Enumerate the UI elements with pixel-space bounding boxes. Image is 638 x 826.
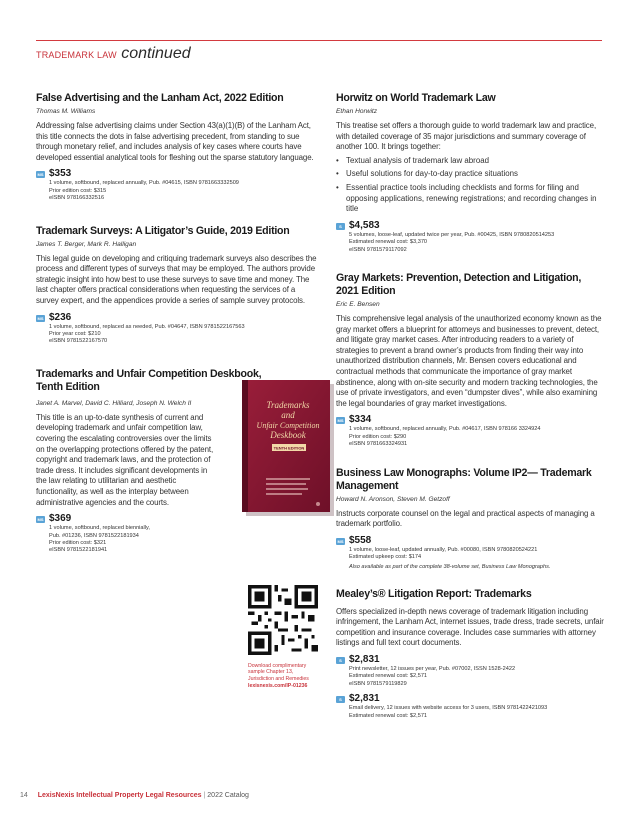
feature-list (336, 156, 604, 215)
product-entry (36, 92, 318, 203)
product-authors: Janet A. Marvel, David C. Hilliard, Joseph N. Welch II (36, 399, 192, 407)
product-detail: 1 volume, softbound, replaced annually, Pub. #04617, ISBN 978166 3324924 (349, 426, 541, 433)
qr-block (248, 585, 318, 689)
product-eisbn: eISBN 9781522181941 (49, 547, 108, 554)
product-title-line: Trademarks and Unfair Competition Deskbook, (36, 367, 262, 380)
product-detail: Email delivery, 12 issues with website access for 3 users, ISBN 9781422421093 (349, 705, 548, 712)
price-block (336, 654, 604, 688)
qr-caption-line: Download complimentary (248, 662, 307, 669)
product-price: $2,831 (349, 693, 380, 705)
price-block (36, 312, 318, 346)
media-badge: MS (337, 418, 344, 424)
footer-brand: LexisNexis Intellectual Property Legal Resources (37, 792, 202, 799)
product-detail: 1 volume, loose-leaf, updated annually, Pub. #00080, ISBN 9780820524221 (349, 546, 538, 553)
page-footer (20, 792, 249, 799)
product-description: This legal guide on developing and critiquing trademark surveys also describes the process and different types of surveys that may be employed. The authors provide strategic insight into how best to use these surveys to save time and money. The last chapter offers practical considerations when requesting the services of a survey expert, and the appendices provide a series of sample survey protocols. (36, 253, 317, 305)
media-badge: MS (37, 517, 44, 523)
product-title[interactable]: Business Law Monographs: Volume IP2— Trademark Management (336, 466, 592, 492)
product-price: $353 (49, 168, 72, 180)
product-eisbn: eISBN 978166332516 (49, 195, 105, 202)
product-prior-cost: Prior edition cost: $315 (49, 187, 107, 194)
section-header (36, 40, 602, 63)
sample-chapter-link[interactable]: lexisnexis.com/IP-01236 (248, 682, 308, 689)
price-block (36, 513, 318, 555)
product-description: This comprehensive legal analysis of the unauthorized economy known as the gray market offers a blueprint for attorneys and businesses to prevent, detect, and litigate gray market cases. After introducing readers to a variety of strategies to prevent a brand owner’s products from finding their way into unauthorized distribution channels, Mr. Bensen covers educational and contractual methods that communicate the importance of gray market abstinence, along with on-site security and modern tracking technologies, the use of private investigators, and even “dumpster dives”, while also examining the legal boundaries of gray market investigations. (336, 313, 602, 408)
feature-item: • Textual analysis of trademark law abroad (336, 156, 604, 167)
product-entry (336, 588, 604, 720)
media-badge: S (336, 657, 345, 664)
product-description: Addressing false advertising claims under Section 43(a)(1)(B) of the Lanham Act, this title connects the dots in false advertising precedent, from standing to sue through monetary relief, and includes analysis of key cases where courts have developed essential analytical tools for fleshing out the sparse statutory language. (36, 121, 314, 162)
cover-title-3: Unfair Competition (256, 420, 320, 430)
cover-title-1: Trademarks (266, 399, 310, 410)
product-price: $4,583 (349, 219, 380, 231)
product-title[interactable]: Trademark Surveys: A Litigator’s Guide, 2019 Edition (36, 224, 290, 237)
book-cover-image (236, 378, 340, 518)
product-entry (36, 225, 318, 346)
product-price: $369 (49, 513, 72, 525)
cover-title-4: Deskbook (270, 429, 306, 440)
product-entry (336, 467, 604, 570)
right-column (336, 92, 604, 734)
price-block (336, 414, 604, 448)
product-entry (36, 367, 320, 689)
page-number: 14 (20, 792, 28, 799)
product-price: $558 (349, 534, 372, 546)
feature-item: • Useful solutions for day-to-day practice situations (336, 169, 604, 180)
product-note: Also available as part of the complete 38-volume set, Business Law Monographs. (349, 563, 551, 570)
qr-caption (248, 663, 318, 689)
qr-caption-line: Jurisdiction and Remedies (248, 675, 309, 682)
qr-code-icon[interactable] (248, 585, 318, 655)
product-title[interactable]: False Advertising and the Lanham Act, 2022 Edition (36, 92, 284, 104)
media-badge: S (336, 696, 345, 703)
left-column (36, 92, 320, 689)
media-badge: MS (37, 315, 44, 321)
product-description: Offers specialized in-depth news coverage of trademark litigation including infringement, the Lanham Act, internet issues, trade dress, trade secrets, unfair competition and insurance coverage. Includes case summaries with attorney listings and full text court documents. (336, 606, 604, 648)
product-detail: Print newsletter, 12 issues per year, Pub. #07002, ISSN 1528-2422 (349, 665, 516, 672)
footer-catalog: 2022 Catalog (207, 792, 249, 799)
product-renewal-cost: Estimated renewal cost: $2,571 (349, 673, 428, 680)
product-entry (336, 272, 604, 449)
media-badge: S (336, 223, 345, 230)
product-eisbn: eISBN 9781579119829 (349, 680, 407, 687)
product-title[interactable]: Horwitz on World Trademark Law (336, 92, 496, 104)
product-detail: 5 volumes, loose-leaf, updated twice per year, Pub. #00425, ISBN 9780820514253 (349, 231, 555, 238)
product-description: This title is an up-to-date synthesis of current and developing trademark and unfair competition law, covering the escalating controversies over the limits on the overlapping protections offered by the patent, copyright and trademark laws, and the protection of trade dress. It includes significant developments in the law relating to utilitarian and aesthetic functionality, as well as the interplay between administrative agencies and the courts. (36, 412, 214, 507)
product-eisbn: eISBN 9781522167570 (49, 338, 108, 345)
price-block (336, 220, 604, 254)
product-description: This treatise set offers a thorough guide to world trademark law and practice, with detailed coverage of 35 major jurisdictions and summary coverage of another 100. It brings together: (336, 121, 597, 152)
product-authors: James T. Berger, Mark R. Halligan (36, 240, 137, 248)
product-entry (336, 92, 604, 254)
feature-item: • Essential practice tools including checklists and forms for filing and opposing applications, renewing registrations; and recording changes in title (336, 183, 604, 215)
product-authors: Howard N. Aronson, Steven M. Getzoff (336, 495, 450, 503)
product-prior-cost: Prior year cost: $210 (49, 330, 101, 337)
product-price: $236 (49, 311, 72, 323)
product-eisbn: eISBN 9781663324931 (349, 441, 408, 448)
cover-edition: TENTH EDITION (273, 445, 305, 451)
product-description: Instructs corporate counsel on the legal and practical aspects of managing a trademark portfolio. (336, 508, 595, 529)
price-block (36, 168, 318, 202)
product-prior-cost: Prior edition cost: $290 (349, 433, 407, 440)
product-price: $2,831 (349, 653, 380, 665)
product-upkeep-cost: Estimated upkeep cost: $174 (349, 554, 422, 561)
product-eisbn: eISBN 9781579117092 (349, 246, 407, 253)
product-detail: 1 volume, softbound, replaced annually, Pub. #04615, ISBN 9781663332509 (49, 180, 239, 187)
section-title: TRADEMARK LAW (36, 50, 117, 60)
product-detail: 1 volume, softbound, replaced biennially, (49, 525, 150, 532)
qr-caption-line: sample Chapter 13, (248, 669, 294, 676)
footer-separator: | (203, 792, 206, 799)
product-renewal-cost: Estimated renewal cost: $3,370 (349, 239, 428, 246)
product-price: $334 (349, 414, 372, 426)
product-pub-isbn: Pub. #01236, ISBN 9781522181934 (49, 532, 139, 539)
product-title-line: Tenth Edition (36, 380, 100, 393)
media-badge: MS (337, 538, 344, 544)
product-title[interactable]: Mealey’s® Litigation Report: Trademarks (336, 587, 532, 600)
product-prior-cost: Prior edition cost: $321 (49, 539, 107, 546)
product-detail: 1 volume, softbound, replaced as needed, Pub. #04647, ISBN 9781522167563 (49, 323, 245, 330)
product-authors: Thomas M. Williams (36, 108, 96, 115)
product-authors: Eric E. Bensen (336, 300, 380, 308)
product-renewal-cost: Estimated renewal cost: $2,571 (349, 712, 428, 719)
media-badge: MS (37, 172, 44, 178)
cover-title-2: and (281, 409, 295, 420)
product-authors: Ethan Horwitz (336, 108, 378, 115)
product-title[interactable]: Gray Markets: Prevention, Detection and Litigation, 2021 Edition (336, 271, 582, 297)
price-block (336, 693, 604, 720)
section-qualifier: continued (121, 45, 191, 62)
price-block (336, 535, 604, 570)
